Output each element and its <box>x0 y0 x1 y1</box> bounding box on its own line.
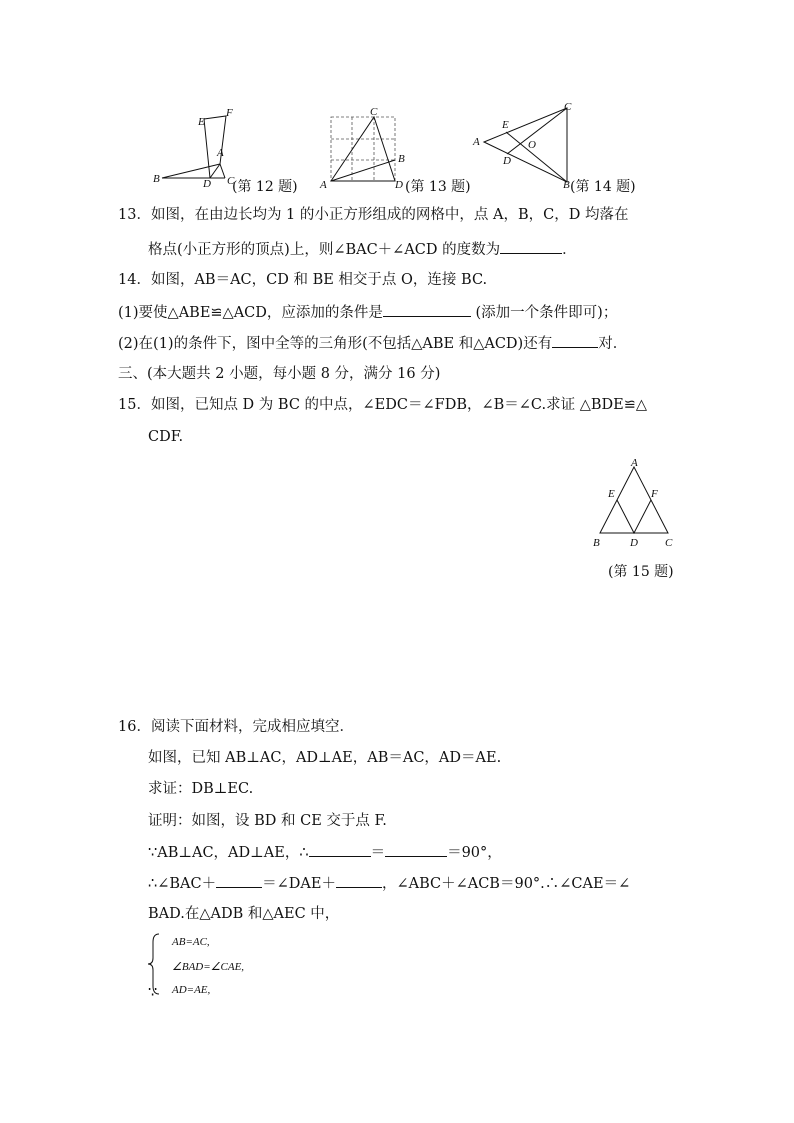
q14-part2-end: 对． <box>598 336 628 352</box>
q14-part2-text: (2)在(1)的条件下，图中全等的三角形(不包括△ABE 和△ACD)还有 <box>118 336 553 352</box>
q16-line6-mid: ＝∠DAE＋ <box>262 876 336 892</box>
fig12-line-ed <box>204 119 210 178</box>
fig12-label-d: D <box>203 178 211 190</box>
q16-line6 <box>148 873 630 894</box>
system-line-3: AD=AE, <box>172 984 211 996</box>
q16-line2: 如图，已知 AB⊥AC，AD⊥AE，AB＝AC，AD＝AE. <box>148 750 502 766</box>
figure-13 <box>315 102 410 192</box>
system-line-1: AB=AC, <box>172 936 210 948</box>
fig12-label-f: F <box>226 107 233 119</box>
figure-15 <box>588 455 678 550</box>
q16-line5 <box>148 842 502 863</box>
fig15-triangle-abc <box>600 467 668 533</box>
figure-12 <box>145 100 245 190</box>
fig13-grid <box>331 117 395 181</box>
q16-line6-text: ∴∠BAC＋ <box>148 876 217 892</box>
q13-line2-text: 格点(小正方形的顶点)上，则∠BAC＋∠ACD 的度数为 <box>148 242 501 258</box>
fig14-triangle-abc <box>484 108 567 182</box>
fig15-label-e: E <box>608 488 615 500</box>
q14-part2-blank[interactable] <box>552 333 598 348</box>
fig12-label-b: B <box>153 173 160 185</box>
q14-part1-note: (添加一个条件即可)； <box>475 305 618 321</box>
q16-blank-4[interactable] <box>336 873 382 888</box>
q13-line1: 13．如图，在由边长均为 1 的小正方形组成的网格中，点 A，B，C，D 均落在 <box>118 207 629 223</box>
system-line-2: ∠BAD=∠CAE, <box>172 961 245 973</box>
figure-12-caption: (第 12 题) <box>232 179 298 195</box>
figure-14 <box>470 98 580 190</box>
q14-line1: 14．如图，AB＝AC，CD 和 BE 相交于点 O，连接 BC. <box>118 272 488 288</box>
fig15-lines-ed-df <box>617 500 651 533</box>
q16-line3: 求证：DB⊥EC. <box>148 781 254 797</box>
fig14-line-dc <box>507 108 567 154</box>
fig12-label-e: E <box>198 116 205 128</box>
q13-line2-end: ． <box>562 242 577 258</box>
fig15-label-c: C <box>665 537 673 549</box>
q13-answer-blank[interactable] <box>500 239 562 254</box>
q16-line5-eq: ＝ <box>370 845 386 861</box>
fig14-label-a: A <box>473 136 480 148</box>
q16-line1: 16．阅读下面材料，完成相应填空． <box>118 719 354 735</box>
q16-line7: BAD.在△ADB 和△AEC 中， <box>148 906 340 922</box>
fig14-label-o: O <box>528 139 536 151</box>
q15-line1: 15．如图，已知点 D 为 BC 的中点，∠EDC＝∠FDB，∠B＝∠C.求证 △BDE≌△ <box>118 397 648 413</box>
q15-line2: CDF. <box>148 429 184 445</box>
fig13-triangle-acd <box>331 117 395 181</box>
figure-13-caption: (第 13 题) <box>405 179 471 195</box>
fig13-label-c: C <box>370 106 378 118</box>
fig12-label-c: C <box>227 175 235 187</box>
q14-line2 <box>118 302 617 323</box>
figure-14-caption: (第 14 题) <box>570 179 636 195</box>
q16-blank-1[interactable] <box>309 842 371 857</box>
fig14-label-d: D <box>503 155 511 167</box>
fig13-label-b: B <box>398 153 405 165</box>
fig13-line-ab <box>331 160 395 181</box>
q14-line3 <box>118 333 627 354</box>
fig15-label-b: B <box>593 537 600 549</box>
since-symbol: ∵ <box>148 985 158 1001</box>
fig13-label-a: A <box>320 179 327 191</box>
fig12-line-ac <box>220 164 225 178</box>
figure-15-caption: (第 15 题) <box>608 564 674 580</box>
q16-line5-text: ∵AB⊥AC，AD⊥AE，∴ <box>148 845 309 861</box>
q16-line6-end: ，∠ABC＋∠ACB＝90°.∴∠CAE＝∠ <box>381 876 631 892</box>
q16-line4: 证明：如图，设 BD 和 CE 交于点 F. <box>148 813 387 829</box>
fig15-label-a: A <box>631 457 638 469</box>
fig14-label-c: C <box>564 101 572 113</box>
q16-blank-3[interactable] <box>216 873 262 888</box>
fig15-label-f: F <box>651 488 658 500</box>
q16-line5-end: ＝90°， <box>447 845 502 861</box>
fig13-label-d: D <box>395 179 403 191</box>
fig14-label-e: E <box>502 119 509 131</box>
fig14-label-b: B <box>563 179 570 190</box>
fig12-label-a: A <box>217 147 224 159</box>
q14-part1-text: (1)要使△ABE≌△ACD，应添加的条件是 <box>118 305 383 321</box>
section-3-heading: 三、(本大题共 2 小题，每小题 8 分，满分 16 分) <box>118 366 441 382</box>
q16-blank-2[interactable] <box>385 842 447 857</box>
q14-part1-blank[interactable] <box>383 302 471 317</box>
q13-line2 <box>148 239 577 260</box>
fig15-label-d: D <box>630 537 638 549</box>
